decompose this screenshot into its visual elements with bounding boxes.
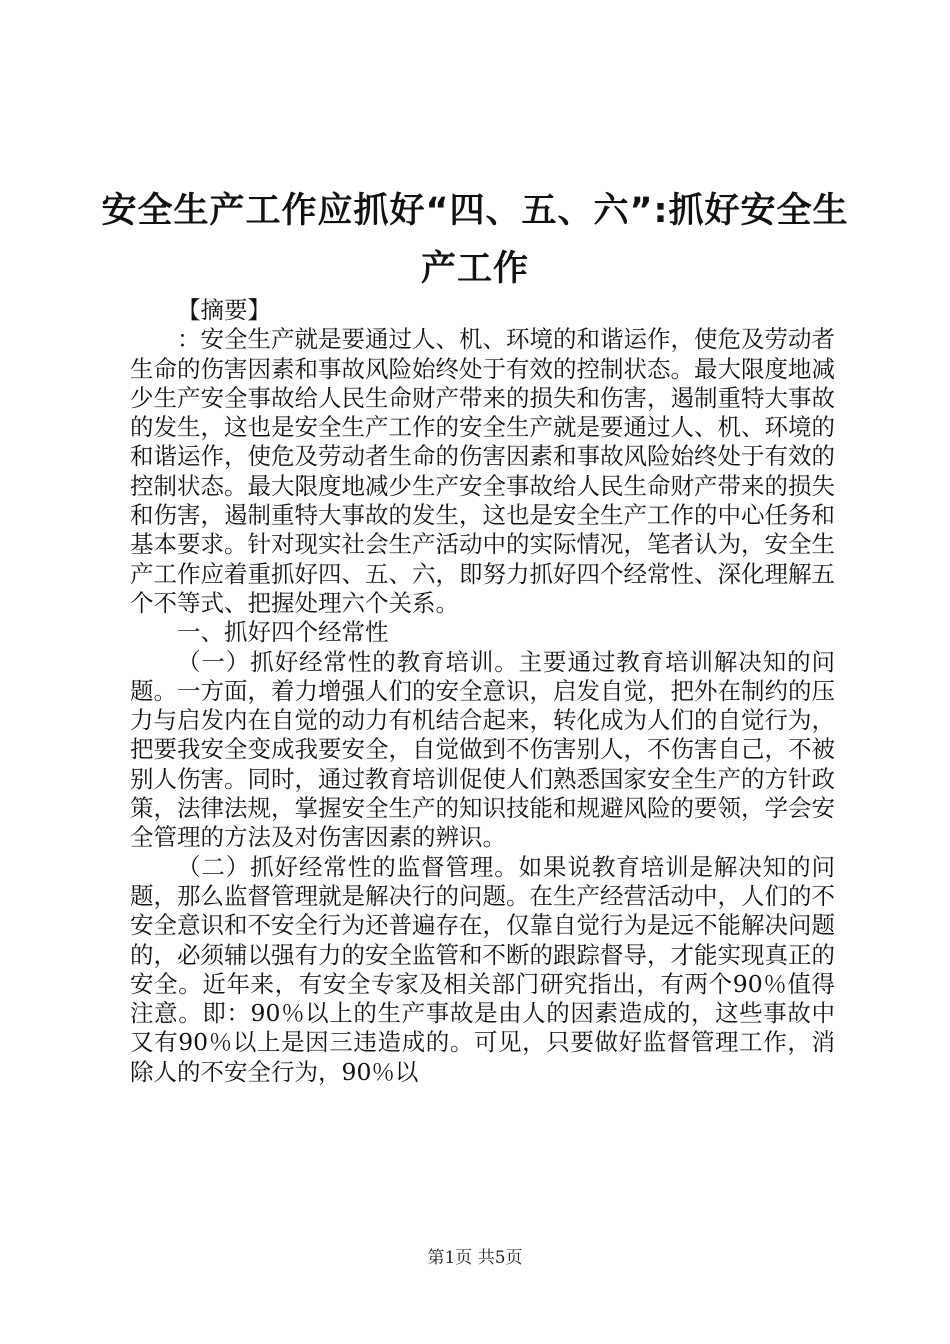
body-paragraph: （二）抓好经常性的监督管理。如果说教育培训是解决知的问题，那么监督管理就是解决行的问题。在生产经营活动中，人们的不安全意识和不安全行为还普遍存在，仅靠自觉行为是远不能解决问题的，必须辅以强有力的安全监管和不断的跟踪督导，才能实现真正的安全。近年来，有安全专家及相关部门研究指出，有两个90％值得注意。即：90％以上的生产事故是由人的因素造成的，这些事故中又有90％以上是因三违造成的。可见，只要做好监督管理工作，消除人的不安全行为，90％以 xyxy=(130,852,835,1086)
abstract-paragraph: ：安全生产就是要通过人、机、环境的和谐运作，使危及劳动者生命的伤害因素和事故风险始终处于有效的控制状态。最大限度地减少生产安全事故给人民生命财产带来的损失和伤害，遏制重特大事故的发生，这也是安全生产工作的安全生产就是要通过人、机、环境的和谐运作，使危及劳动者生命的伤害因素和事故风险始终处于有效的控制状态。最大限度地减少生产安全事故给人民生命财产带来的损失和伤害，遏制重特大事故的发生，这也是安全生产工作的中心任务和基本要求。针对现实社会生产活动中的实际情况，笔者认为，安全生产工作应着重抓好四、五、六，即努力抓好四个经常性、深化理解五个不等式、把握处理六个关系。 xyxy=(130,325,835,617)
section-heading: 一、抓好四个经常性 xyxy=(177,618,389,647)
body-paragraph: （一）抓好经常性的教育培训。主要通过教育培训解决知的问题。一方面，着力增强人们的安全意识，启发自觉，把外在制约的压力与启发内在自觉的动力有机结合起来，转化成为人们的自觉行为，把要我安全变成我要安全，自觉做到不伤害别人，不伤害自己，不被别人伤害。同时，通过教育培训促使人们熟悉国家安全生产的方针政策，法律法规，掌握安全生产的知识技能和规避风险的要领，学会安全管理的方法及对伤害因素的辨识。 xyxy=(130,647,835,852)
abstract-label: 【摘要】 xyxy=(177,296,271,324)
document-title: 安全生产工作应抓好“四、五、六”:抓好安全生产工作 xyxy=(101,191,849,289)
document-body xyxy=(130,296,835,1087)
page-footer: 第1页 共5页 xyxy=(427,1248,523,1268)
